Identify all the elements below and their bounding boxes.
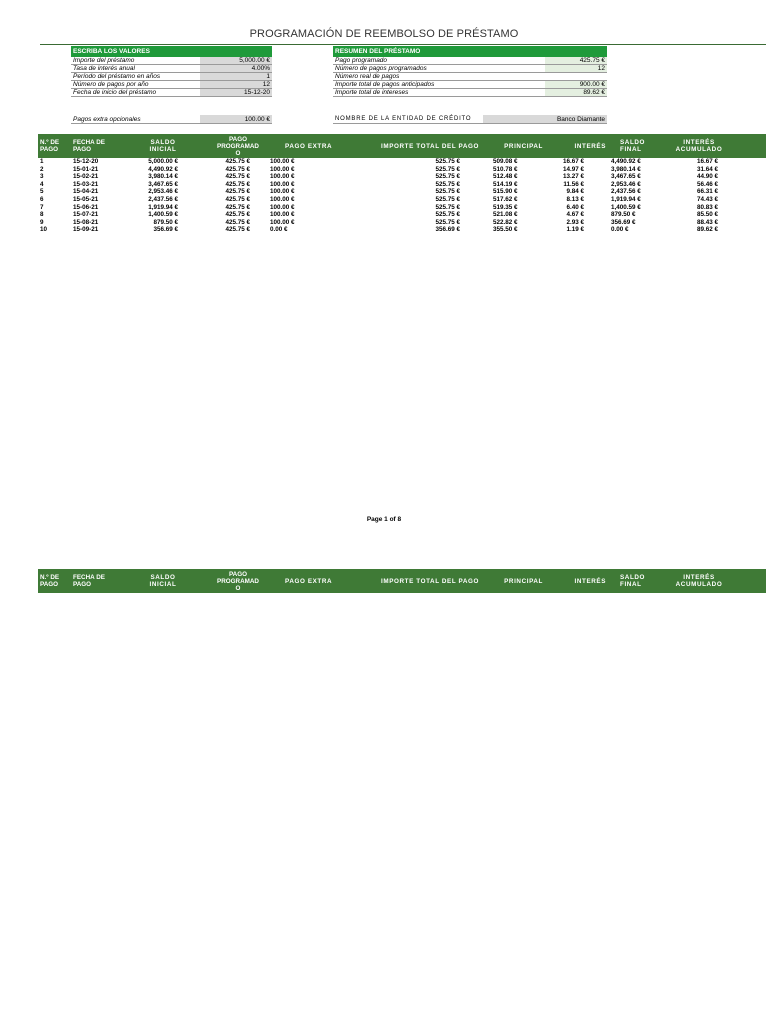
- summary-label: Número real de pagos: [335, 73, 400, 80]
- cell-start: 3,980.14 €: [148, 173, 178, 181]
- cell-date: 15-06-21: [73, 203, 99, 211]
- col-header-text: ACUMULADO: [675, 581, 723, 588]
- cell-date: 15-12-20: [73, 158, 99, 165]
- payments-per-year-field[interactable]: 12: [200, 81, 272, 88]
- cell-interest: 14.97 €: [562, 165, 584, 173]
- table-row: [38, 211, 766, 219]
- extra-payments-label: Pagos extra opcionales: [73, 116, 141, 123]
- col-header-text: PAGO: [40, 581, 59, 588]
- cell-sched: 425.75 €: [225, 173, 250, 181]
- col-header-total: IMPORTE TOTAL DEL PAGO: [381, 142, 479, 150]
- cell-date: 15-08-21: [73, 218, 99, 226]
- schedule-rows: [38, 158, 766, 234]
- col-header-principal: PRINCIPAL: [504, 577, 543, 585]
- col-header-num: [40, 569, 70, 593]
- cell-principal: 519.35 €: [493, 203, 518, 211]
- cell-extra: 100.00 €: [270, 195, 295, 203]
- input-label: Fecha de inicio del préstamo: [73, 89, 157, 96]
- summary-header: RESUMEN DEL PRÉSTAMO: [333, 46, 607, 57]
- col-header-start: [138, 569, 188, 593]
- cell-num: 5: [40, 188, 44, 196]
- col-header-num: [40, 134, 70, 158]
- table-row: [38, 173, 766, 181]
- cell-cum: 89.62 €: [696, 226, 718, 234]
- cell-end: 356.69 €: [611, 218, 636, 226]
- extra-payments-field[interactable]: 100.00 €: [200, 115, 272, 123]
- cell-total: 525.75 €: [435, 173, 460, 181]
- cell-sched: 425.75 €: [225, 195, 250, 203]
- cell-cum: 16.67 €: [696, 158, 718, 165]
- summary-row: [333, 57, 607, 65]
- cell-start: 1,400.59 €: [148, 211, 178, 219]
- cell-extra: 100.00 €: [270, 173, 295, 181]
- col-header-end: SALDO FINAL: [620, 574, 646, 588]
- summary-value: 12: [545, 65, 607, 72]
- cell-principal: 509.08 €: [493, 158, 518, 165]
- input-row: [71, 65, 272, 73]
- cell-cum: 44.90 €: [696, 173, 718, 181]
- cell-principal: 521.08 €: [493, 211, 518, 219]
- table-row: [38, 196, 766, 204]
- cell-start: 4,490.92 €: [148, 165, 178, 173]
- loan-amount-field[interactable]: 5,000.00 €: [200, 57, 272, 64]
- cell-num: 4: [40, 180, 44, 188]
- table-row: [38, 181, 766, 189]
- input-label: Importe del préstamo: [73, 57, 135, 64]
- cell-start: 2,953.46 €: [148, 188, 178, 196]
- cell-num: 9: [40, 218, 44, 226]
- summary-row: [333, 89, 607, 97]
- cell-cum: 31.64 €: [696, 165, 718, 173]
- cell-interest: 6.40 €: [566, 203, 584, 211]
- summary-row: [333, 65, 607, 73]
- col-header-extra: PAGO EXTRA: [285, 142, 333, 150]
- table-row: [38, 226, 766, 234]
- cell-num: 8: [40, 211, 44, 219]
- cell-num: 1: [40, 158, 44, 165]
- summary-label: Importe total de intereses: [335, 89, 409, 96]
- col-header-text: PAGO: [73, 581, 92, 588]
- cell-end: 2,437.56 €: [611, 188, 641, 196]
- cell-interest: 16.67 €: [562, 158, 584, 165]
- cell-principal: 514.19 €: [493, 180, 518, 188]
- col-header-interest: INTERÉS: [574, 577, 606, 585]
- cell-interest: 9.84 €: [566, 188, 584, 196]
- col-header-interest: INTERÉS: [574, 142, 606, 150]
- cell-interest: 2.93 €: [566, 218, 584, 226]
- col-header-text: ACUMULADO: [675, 146, 723, 153]
- col-header-text: SALDO: [150, 139, 176, 146]
- cell-extra: 0.00 €: [270, 226, 288, 234]
- col-header-text: O: [235, 584, 241, 592]
- table-row: [38, 158, 766, 166]
- col-header-sched: [198, 569, 278, 593]
- summary-label: Número de pagos programados: [335, 65, 427, 72]
- summary-value: 900.00 €: [545, 81, 607, 88]
- cell-end: 3,467.65 €: [611, 173, 641, 181]
- page-indicator: Page 1 of 8: [366, 516, 402, 523]
- lender-row: [333, 115, 607, 124]
- col-header-principal: PRINCIPAL: [504, 142, 543, 150]
- title-divider: [40, 44, 766, 45]
- cell-sched: 425.75 €: [225, 188, 250, 196]
- cell-num: 10: [40, 226, 48, 234]
- cell-sched: 425.75 €: [225, 226, 250, 234]
- cell-start: 1,919.94 €: [148, 203, 178, 211]
- cell-sched: 425.75 €: [225, 218, 250, 226]
- cell-interest: 8.13 €: [566, 195, 584, 203]
- cell-extra: 100.00 €: [270, 165, 295, 173]
- cell-cum: 80.83 €: [696, 203, 718, 211]
- cell-interest: 11.56 €: [563, 180, 584, 188]
- cell-sched: 425.75 €: [225, 165, 250, 173]
- col-header-start: [138, 134, 188, 158]
- summary-value: [545, 73, 607, 80]
- cell-total: 525.75 €: [435, 158, 460, 165]
- summary-label: Pago programado: [335, 57, 388, 64]
- cell-start: 5,000.00 €: [148, 158, 178, 165]
- input-label: Tasa de interés anual: [73, 65, 135, 72]
- col-header-extra: PAGO EXTRA: [285, 577, 333, 585]
- cell-interest: 1.19 €: [566, 226, 584, 234]
- cell-total: 525.75 €: [435, 211, 460, 219]
- cell-interest: 13.27 €: [562, 173, 584, 181]
- cell-num: 6: [40, 195, 44, 203]
- col-header-text: PROGRAMAD: [217, 142, 259, 150]
- cell-end: 1,400.59 €: [611, 203, 641, 211]
- col-header-text: PAGO: [228, 135, 248, 143]
- cell-num: 3: [40, 173, 44, 181]
- cell-date: 15-05-21: [73, 195, 99, 203]
- table-row: [38, 204, 766, 212]
- cell-num: 2: [40, 165, 44, 173]
- cell-total: 525.75 €: [435, 180, 460, 188]
- cell-end: 3,980.14 €: [611, 165, 641, 173]
- input-label: Número de pagos por año: [73, 81, 149, 88]
- cell-start: 356.69 €: [153, 226, 178, 234]
- cell-cum: 85.50 €: [696, 211, 718, 219]
- col-header-text: INTERÉS: [683, 139, 715, 146]
- schedule-header: [38, 134, 766, 158]
- cell-extra: 100.00 €: [270, 203, 295, 211]
- summary-value: 425.75 €: [545, 57, 607, 64]
- col-header-text: PAGO: [228, 570, 248, 578]
- cell-start: 2,437.56 €: [148, 195, 178, 203]
- cell-date: 15-09-21: [73, 226, 99, 234]
- col-header-end: SALDO FINAL: [620, 139, 646, 153]
- summary-row: [333, 73, 607, 81]
- col-header-text: FECHA DE: [73, 139, 105, 146]
- inputs-header: ESCRIBA LOS VALORES: [71, 46, 272, 57]
- cell-total: 356.69 €: [435, 226, 460, 234]
- col-header-text: INTERÉS: [683, 574, 715, 581]
- schedule-header-repeat: [38, 569, 766, 593]
- lender-name-field[interactable]: Banco Diamante: [483, 115, 607, 123]
- cell-date: 15-04-21: [73, 188, 99, 196]
- cell-date: 15-01-21: [73, 165, 99, 173]
- input-row: [71, 89, 272, 97]
- input-row: [71, 73, 272, 81]
- col-header-total: IMPORTE TOTAL DEL PAGO: [381, 577, 479, 585]
- cell-total: 525.75 €: [435, 195, 460, 203]
- input-row: [71, 81, 272, 89]
- col-header-text: PAGO: [73, 146, 92, 153]
- cell-sched: 425.75 €: [225, 158, 250, 165]
- cell-principal: 355.50 €: [493, 226, 518, 234]
- cell-num: 7: [40, 203, 44, 211]
- cell-start: 3,467.65 €: [148, 180, 178, 188]
- cell-extra: 100.00 €: [270, 218, 295, 226]
- extra-payments-row: [71, 115, 272, 124]
- cell-extra: 100.00 €: [270, 158, 295, 165]
- table-row: [38, 219, 766, 227]
- col-header-sched: [198, 134, 278, 158]
- cell-start: 879.50 €: [153, 218, 178, 226]
- input-label: Período del préstamo en años: [73, 73, 161, 80]
- summary-row: [333, 81, 607, 89]
- col-header-text: N.º DE: [40, 574, 60, 581]
- summary-label: Importe total de pagos anticipados: [335, 81, 435, 88]
- table-row: [38, 188, 766, 196]
- input-row: [71, 57, 272, 65]
- cell-principal: 512.48 €: [493, 173, 518, 181]
- cell-principal: 510.78 €: [493, 165, 518, 173]
- summary-value: 89.62 €: [545, 89, 607, 96]
- cell-end: 0.00 €: [611, 226, 629, 234]
- col-header-date: [73, 134, 123, 158]
- cell-sched: 425.75 €: [225, 203, 250, 211]
- cell-cum: 56.46 €: [696, 180, 718, 188]
- cell-end: 4,490.92 €: [611, 158, 641, 165]
- cell-interest: 4.67 €: [566, 211, 584, 219]
- cell-principal: 515.90 €: [493, 188, 518, 196]
- col-header-text: SALDO: [150, 574, 176, 581]
- cell-principal: 517.62 €: [493, 195, 518, 203]
- cell-date: 15-07-21: [73, 211, 99, 219]
- cell-end: 2,953.46 €: [611, 180, 641, 188]
- cell-total: 525.75 €: [435, 165, 460, 173]
- cell-total: 525.75 €: [435, 218, 460, 226]
- page-title: PROGRAMACIÓN DE REEMBOLSO DE PRÉSTAMO: [249, 28, 519, 40]
- col-header-text: INICIAL: [149, 581, 177, 588]
- cell-cum: 74.43 €: [696, 195, 718, 203]
- cell-end: 1,919.94 €: [611, 195, 641, 203]
- col-header-date: [73, 569, 123, 593]
- table-row: [38, 166, 766, 174]
- cell-total: 525.75 €: [435, 203, 460, 211]
- loan-summary-panel: [333, 46, 607, 97]
- col-header-cum: [663, 569, 735, 593]
- start-date-field[interactable]: 15-12-20: [200, 89, 272, 96]
- loan-inputs-panel: [71, 46, 272, 97]
- cell-end: 879.50 €: [611, 211, 636, 219]
- cell-extra: 100.00 €: [270, 211, 295, 219]
- col-header-text: O: [235, 149, 241, 157]
- cell-sched: 425.75 €: [225, 180, 250, 188]
- col-header-text: INICIAL: [149, 146, 177, 153]
- cell-cum: 66.31 €: [696, 188, 718, 196]
- col-header-text: N.º DE: [40, 139, 60, 146]
- col-header-text: PAGO: [40, 146, 59, 153]
- cell-date: 15-02-21: [73, 173, 99, 181]
- col-header-text: PROGRAMAD: [217, 577, 259, 585]
- cell-cum: 88.43 €: [696, 218, 718, 226]
- cell-principal: 522.82 €: [493, 218, 518, 226]
- cell-total: 525.75 €: [435, 188, 460, 196]
- lender-label: NOMBRE DE LA ENTIDAD DE CRÉDITO: [335, 116, 472, 122]
- interest-rate-field[interactable]: 4.00%: [200, 65, 272, 72]
- col-header-cum: [663, 134, 735, 158]
- cell-extra: 100.00 €: [270, 188, 295, 196]
- loan-period-field[interactable]: 1: [200, 73, 272, 80]
- col-header-text: FECHA DE: [73, 574, 105, 581]
- cell-sched: 425.75 €: [225, 211, 250, 219]
- cell-extra: 100.00 €: [270, 180, 295, 188]
- cell-date: 15-03-21: [73, 180, 99, 188]
